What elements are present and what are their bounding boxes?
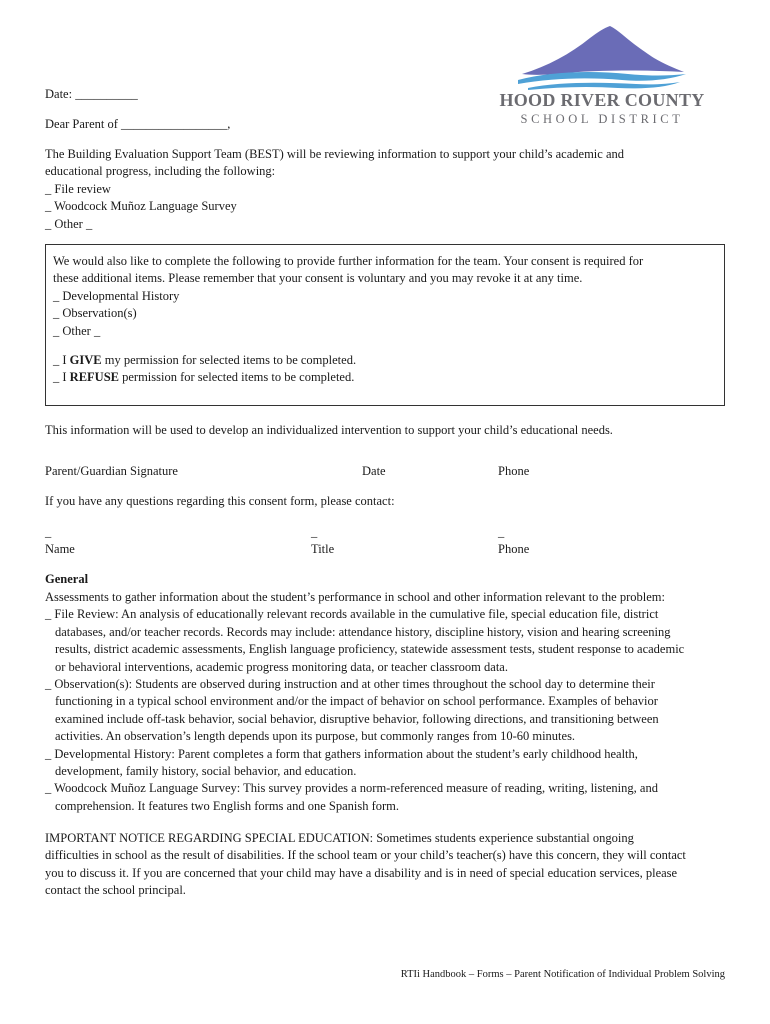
- consent-paragraph: [53, 253, 643, 340]
- general-line: _ Developmental History: Parent completes a form that gathers information about the student’s early childhood health,: [45, 746, 638, 761]
- date-line: Date: __________: [45, 87, 138, 101]
- contact-phone-label: Phone: [498, 542, 530, 556]
- refuse-permission-line: [53, 369, 356, 386]
- refuse-prefix: _ I: [53, 370, 70, 385]
- general-line: examined include off-task behavior, social behavior, disruptive behavior, following directions, and transitioning between: [55, 711, 659, 726]
- consent-line: We would also like to complete the following to provide further information for the team. Your consent is required for: [53, 254, 644, 268]
- refuse-suffix: permission for selected items to be completed.: [119, 370, 355, 385]
- notice-line: IMPORTANT NOTICE REGARDING SPECIAL EDUCATION: Sometimes students experience substantial ongoing: [45, 831, 634, 845]
- consent-choice: [53, 352, 356, 387]
- contact-title-label: Title: [311, 542, 335, 556]
- give-keyword: GIVE: [69, 353, 102, 367]
- give-permission-line: [53, 352, 356, 369]
- usage-statement: This information will be used to develop an individualized intervention to support your child’s educational needs.: [45, 423, 613, 437]
- contact-title-blank: _: [311, 525, 318, 539]
- intro-paragraph: [45, 146, 624, 233]
- general-line: results, district academic assessments, English language proficiency, statewide assessment tests, student response to academic: [55, 642, 685, 657]
- contact-phone-blank: _: [498, 525, 505, 539]
- contact-name-label: Name: [45, 542, 75, 556]
- district-logo: [496, 24, 708, 130]
- signature-phone-label: Phone: [498, 464, 530, 478]
- general-heading: General: [45, 572, 89, 586]
- intro-line: The Building Evaluation Support Team (BEST) will be reviewing information to support your child’s academic and: [45, 147, 624, 161]
- general-line: development, family history, social behavior, and education.: [55, 764, 357, 779]
- district-subtitle: SCHOOL DISTRICT: [520, 112, 684, 126]
- notice-line: difficulties in school as the result of disabilities. If the school team or your child’s teacher(s) have this concern, they will contact: [45, 848, 686, 863]
- consent-line: these additional items. Please remember that your consent is voluntary and you may revoke it at any time.: [53, 271, 583, 286]
- general-line: activities. An observation’s length depends upon its purpose, but commonly ranges from 10-60 minutes.: [55, 729, 576, 744]
- consent-item-other: _ Other _: [53, 323, 101, 338]
- signature-label: Parent/Guardian Signature: [45, 464, 178, 478]
- general-line: functioning in a typical school environment and/or the impact of behavior on school performance. Examples of behavior: [55, 694, 658, 709]
- signature-date-label: Date: [362, 464, 386, 478]
- general-line: _ File Review: An analysis of educationally relevant records available in the cumulative file, special education file, district: [45, 607, 659, 622]
- questions-line: If you have any questions regarding this consent form, please contact:: [45, 494, 395, 508]
- give-prefix: _ I: [53, 353, 70, 367]
- consent-item-observations: _ Observation(s): [53, 306, 137, 321]
- mountain-logo-icon: [518, 24, 686, 90]
- salutation: Dear Parent of _________________,: [45, 117, 231, 131]
- refuse-keyword: REFUSE: [69, 370, 119, 385]
- special-education-notice: [45, 830, 686, 900]
- give-suffix: my permission for selected items to be completed.: [101, 353, 357, 367]
- district-name: HOOD RIVER COUNTY: [499, 90, 705, 110]
- general-line: or behavioral interventions, academic progress monitoring data, or teacher classroom data.: [55, 659, 508, 674]
- general-line: databases, and/or teacher records. Records may include: attendance history, discipline history, vision and hearing screening: [55, 624, 671, 639]
- page-footer: RTIi Handbook – Forms – Parent Notification of Individual Problem Solving: [400, 968, 725, 980]
- general-section: [45, 589, 684, 815]
- general-line: _ Woodcock Muñoz Language Survey: This survey provides a norm-referenced measure of reading, writing, listening, and: [45, 781, 658, 796]
- intro-item-other: _ Other _: [45, 216, 93, 231]
- notice-line: contact the school principal.: [45, 883, 186, 898]
- general-line: _ Observation(s): Students are observed during instruction and at other times throughout the school day to determine their: [45, 677, 655, 692]
- notice-line: you to discuss it. If you are concerned that your child may have a disability and is in need of special education services, please: [45, 865, 678, 880]
- intro-item-woodcock: _ Woodcock Muñoz Language Survey: [45, 199, 237, 214]
- consent-item-developmental-history: _ Developmental History: [53, 288, 180, 303]
- intro-line: educational progress, including the following:: [45, 164, 276, 179]
- general-intro: Assessments to gather information about the student’s performance in school and other information relevant to the problem:: [45, 590, 665, 604]
- contact-name-blank: _: [45, 525, 52, 539]
- intro-item-file-review: _ File review: [45, 181, 111, 196]
- general-line: comprehension. It features two English forms and one Spanish form.: [55, 798, 400, 813]
